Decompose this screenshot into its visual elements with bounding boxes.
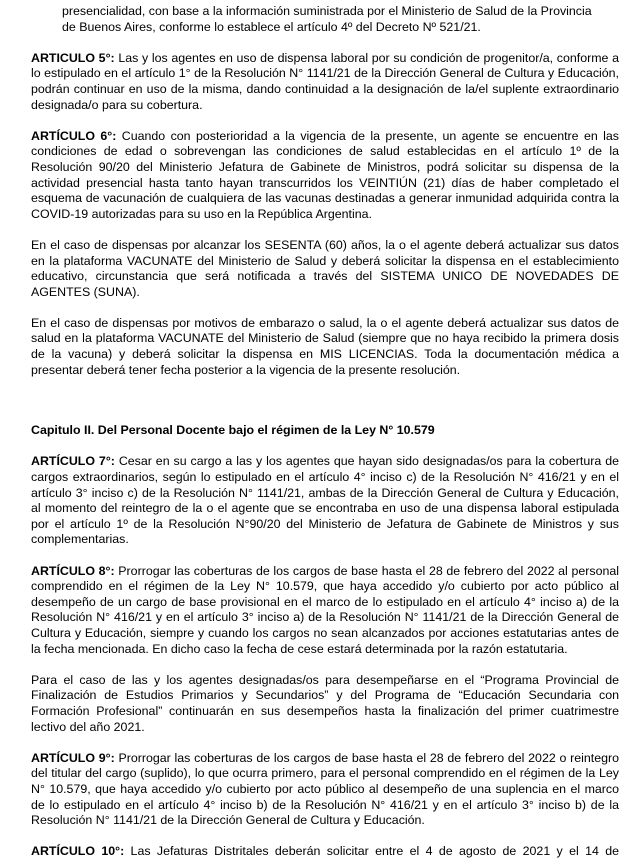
paragraph-programa: Para el caso de las y los agentes designadas/os para desempeñarse en el “Programa Provincial de Finalización de Estudios Primarios y Secundarios” y del Programa de “Educación Secundaria con Formación Profesional” continuarán en sus desempeños hasta la finalización del primer cuatrimestre lectivo del año 2021. [31,672,619,734]
article-5-label: ARTICULO 5°: [31,50,115,65]
article-9 [31,751,619,829]
intro-paragraph [31,4,619,35]
article-9-label: ARTÍCULO 9°: [31,750,115,765]
article-6-text: Cuando con posterioridad a la vigencia de la presente, un agente se encuentre en las condiciones de edad o sobrevengan las condiciones de salud establecidas en el artículo 1º de la Resolución 90/20 del Ministerio Jefatura de Gabinete de Ministros, podrá solicitar su dispensa de la actividad presencial hasta tanto hayan transcurridos los VEINTIÚN (21) días de haber completado el esquema de vacunación de cualquiera de las vacunas destinadas a generar inmunidad adquirida contra la COVID-19 autorizadas para su uso en la República Argentina. [31,128,619,221]
article-9-text: Prorrogar las coberturas de los cargos de base hasta el 28 de febrero del 2022 o reintegro del titular del cargo (suplido), lo que ocurra primero, para el personal comprendido en el régimen de la Ley N° 10.579, que haya accedido y/o cubierto por acto público al desempeño de una suplencia en el marco de lo estipulado en el artículo 4° inciso b) de la Resolución N° 416/21 y en el artículo 3° inciso b) de la Resolución N° 1141/21 de la Dirección General de Cultura y Educación. [31,750,619,828]
document-page [31,0,619,860]
chapter-2-heading [31,423,619,439]
article-8-label: ARTÍCULO 8°: [31,563,115,578]
article-8-text: Prorrogar las coberturas de los cargos de base hasta el 28 de febrero del 2022 al personal comprendido en el régimen de la Ley N° 10.579, que haya accedido y/o cubierto por acto público al desempeño de un cargo de base provisional en el marco de lo estipulado en el artículo 4° inciso a) de la Resolución N° 416/21 y en el artículo 3° inciso a) de la Resolución N° 1141/21 de la Dirección General de Cultura y Educación, siempre y cuando los cargos no sean alcanzados por acciones estatutarias antes de la fecha mencionada. En dicho caso la fecha de cese estará determinada por la razón estatutaria. [31,563,619,656]
intro-line-2: de Buenos Aires, conforme lo establece el artículo 4º del Decreto Nº 521/21. [62,19,481,34]
article-7-label: ARTÍCULO 7°: [31,454,115,469]
article-8 [31,564,619,658]
article-10-text: Las Jefaturas Distritales deberán solicitar entre el 4 de agosto de 2021 y el 14 de [124,844,619,859]
article-5 [31,51,619,113]
chapter-2-title: Capitulo II. Del Personal Docente bajo el régimen de la Ley N° 10.579 [31,423,435,438]
paragraph-sesenta: En el caso de dispensas por alcanzar los SESENTA (60) años, la o el agente deberá actualizar sus datos en la plataforma VACUNATE del Ministerio de Salud y deberá solicitar la dispensa en el establecimiento educativo, circunstancia que será notificada a través del SISTEMA UNICO DE NOVEDADES DE AGENTES (SUNA). [31,237,619,299]
article-7 [31,454,619,548]
paragraph-embarazo: En el caso de dispensas por motivos de embarazo o salud, la o el agente deberá actualizar sus datos de salud en la plataforma VACUNATE del Ministerio de Salud (siempre que no haya recibido la primera dosis de la vacuna) y deberá solicitar la dispensa en MIS LICENCIAS. Toda la documentación médica a presentar deberá tener fecha posterior a la vigencia de la presente resolución. [31,315,619,377]
article-5-text: Las y los agentes en uso de dispensa laboral por su condición de progenitor/a, conforme a lo estipulado en el artículo 1° de la Resolución N° 1141/21 de la Dirección General de Cultura y Educación, podrán continuar en uso de la misma, dando continuidad a la designación de la/el suplente extraordinario designada/o para su cobertura. [31,50,619,112]
article-10-label: ARTÍCULO 10°: [31,844,125,859]
article-6 [31,129,619,223]
article-7-text: Cesar en su cargo a las y los agentes que hayan sido designadas/os para la cobertura de cargos extraordinarios, según lo estipulado en el artículo 4° inciso c) de la Resolución N° 416/21 y en el artículo 3° inciso c) de la Resolución N° 1141/21, ambas de la Dirección General de Cultura y Educación, al momento del reintegro de la o el agente que se encontraba en uso de una dispensa laboral estipulada por el artículo 1º de la Resolución N°90/20 del Ministerio de Jefatura de Gabinete de Ministros y sus complementarias. [31,454,619,547]
intro-line-1: presencialidad, con base a la información suministrada por el Ministerio de Salud de la Provincia [62,4,592,18]
article-6-label: ARTÍCULO 6°: [31,128,117,143]
